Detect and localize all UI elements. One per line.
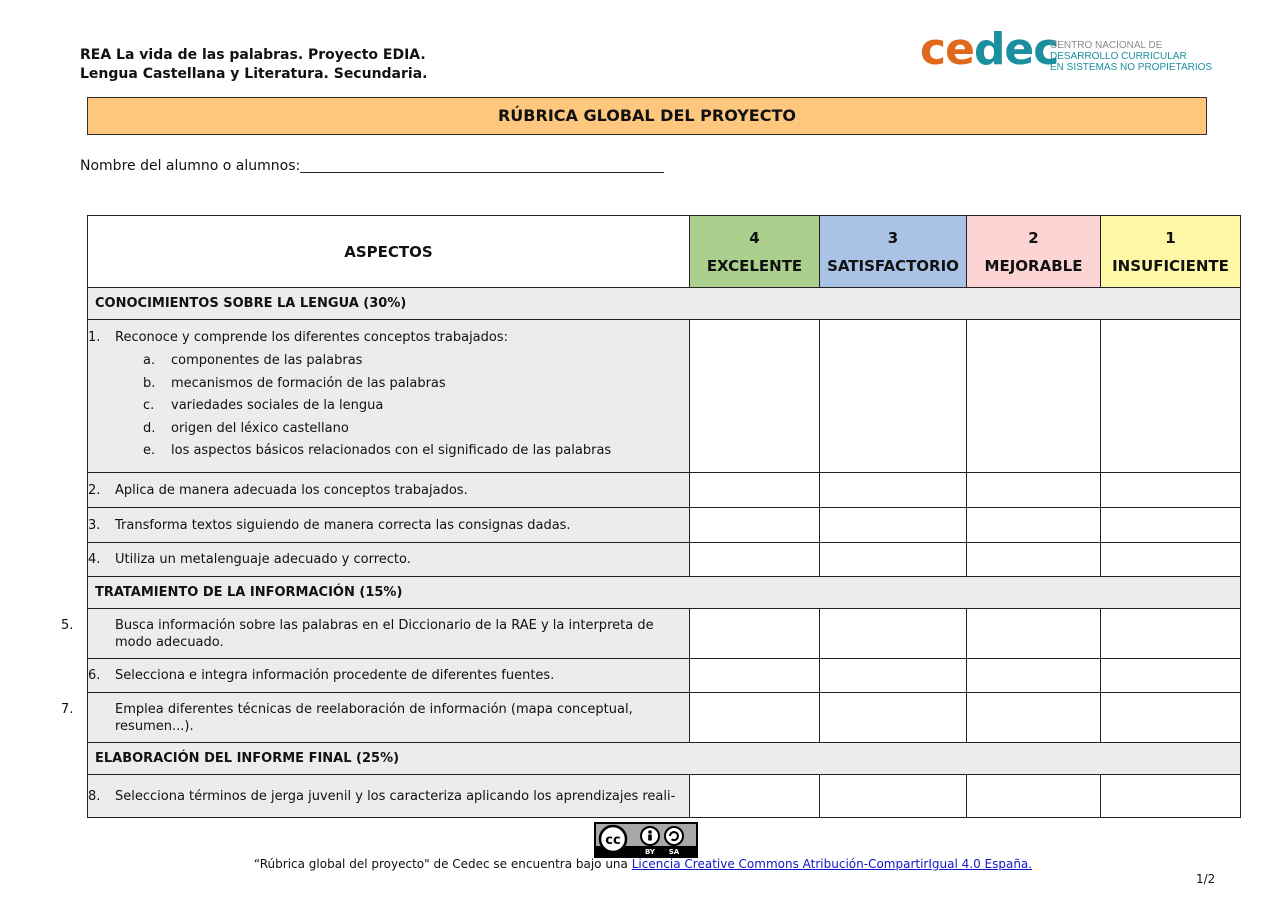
section-title: TRATAMIENTO DE LA INFORMACIÓN (15%) — [88, 577, 1241, 609]
criterion-text: Busca información sobre las palabras en el Diccionario de la RAE y la interpreta de modo adecuado. — [115, 617, 654, 650]
document-header — [80, 46, 427, 84]
criterion-2 — [88, 473, 690, 508]
header-line-1: REA La vida de las palabras. Proyecto EDIA. — [80, 47, 426, 63]
score-cell-3[interactable] — [820, 508, 967, 543]
score-cell-4[interactable] — [690, 320, 820, 473]
score-cell-4[interactable] — [690, 508, 820, 543]
score-cell-2[interactable] — [967, 693, 1101, 743]
svg-text:cc: cc — [605, 833, 621, 848]
score-cell-1[interactable] — [1101, 508, 1241, 543]
level-header-2 — [967, 216, 1101, 288]
score-cell-1[interactable] — [1101, 473, 1241, 508]
criterion-text: Aplica de manera adecuada los conceptos trabajados. — [115, 482, 468, 498]
criterion-5 — [61, 609, 690, 659]
score-cell-2[interactable] — [967, 508, 1101, 543]
license-text: “Rúbrica global del proyecto" de Cedec se encuentra bajo una — [253, 857, 632, 871]
score-cell-3[interactable] — [820, 473, 967, 508]
level-1-label: INSUFICIENTE — [1112, 256, 1229, 275]
score-cell-1[interactable] — [1101, 609, 1241, 659]
section-title: CONOCIMIENTOS SOBRE LA LENGUA (30%) — [88, 288, 1241, 320]
score-cell-2[interactable] — [967, 659, 1101, 693]
student-name-line[interactable] — [300, 158, 664, 173]
criterion-6 — [88, 659, 690, 693]
table-row — [88, 543, 1241, 577]
score-cell-3[interactable] — [820, 659, 967, 693]
table-row — [88, 320, 1241, 473]
table-row — [88, 609, 1241, 659]
page-title: RÚBRICA GLOBAL DEL PROYECTO — [87, 97, 1207, 135]
level-1-number: 1 — [1165, 228, 1176, 247]
list-item: e. los aspectos básicos relacionados con el significado de las palabras — [143, 443, 612, 459]
criterion-text: Emplea diferentes técnicas de reelaboración de información (mapa conceptual, resumen...). — [115, 701, 633, 734]
section-title: ELABORACIÓN DEL INFORME FINAL (25%) — [88, 743, 1241, 775]
criterion-number: 8. — [88, 788, 101, 804]
criterion-number: 2. — [88, 482, 101, 498]
cc-by-label: BY — [644, 848, 656, 856]
score-cell-4[interactable] — [690, 609, 820, 659]
level-4-number: 4 — [749, 228, 760, 247]
section-row — [88, 288, 1241, 320]
score-cell-4[interactable] — [690, 659, 820, 693]
level-4-label: EXCELENTE — [706, 256, 803, 275]
criterion-number: 7. — [61, 701, 74, 717]
criterion-8 — [88, 775, 690, 818]
level-header-4 — [690, 216, 820, 288]
criterion-text: Transforma textos siguiendo de manera correcta las consignas dadas. — [115, 517, 571, 533]
score-cell-2[interactable] — [967, 320, 1101, 473]
level-3-label: SATISFACTORIO — [827, 256, 959, 275]
list-item: c. variedades sociales de la lengua — [143, 398, 384, 414]
table-row — [88, 693, 1241, 743]
table-row — [88, 473, 1241, 508]
score-cell-4[interactable] — [690, 775, 820, 818]
score-cell-3[interactable] — [820, 775, 967, 818]
criterion-7 — [61, 693, 690, 743]
level-3-number: 3 — [887, 228, 899, 247]
section-row — [88, 743, 1241, 775]
list-item: d. origen del léxico castellano — [143, 420, 349, 436]
criterion-number: 6. — [88, 668, 101, 683]
score-cell-1[interactable] — [1101, 320, 1241, 473]
cc-sa-label: SA — [668, 848, 680, 856]
logo-word-ce: ce — [920, 24, 974, 75]
section-row — [88, 577, 1241, 609]
student-name-field[interactable] — [80, 158, 664, 174]
score-cell-1[interactable] — [1101, 693, 1241, 743]
cc-license-badge[interactable] — [594, 822, 698, 858]
criterion-1-sublist — [88, 350, 689, 463]
score-cell-4[interactable] — [690, 693, 820, 743]
score-cell-4[interactable] — [690, 543, 820, 577]
criterion-number: 1. — [88, 330, 101, 346]
table-row — [88, 508, 1241, 543]
score-cell-1[interactable] — [1101, 543, 1241, 577]
cc-by-sa-icon — [596, 824, 696, 856]
logo-word-dec: dec — [973, 24, 1059, 75]
score-cell-2[interactable] — [967, 775, 1101, 818]
criterion-text: Utiliza un metalenguaje adecuado y correcto. — [115, 552, 411, 567]
rubric-table — [61, 215, 1241, 818]
criterion-4 — [88, 543, 690, 577]
criterion-text: Selecciona términos de jerga juvenil y los caracteriza aplicando los aprendizajes reali- — [115, 788, 676, 804]
score-cell-3[interactable] — [820, 693, 967, 743]
logo-subtitle — [1050, 40, 1230, 73]
score-cell-1[interactable] — [1101, 775, 1241, 818]
score-cell-2[interactable] — [967, 609, 1101, 659]
page-number: 1/2 — [1196, 872, 1216, 886]
logo-sub-line-1: CENTRO NACIONAL DE — [1050, 40, 1163, 51]
logo-sub-line-2: DESARROLLO CURRICULAR — [1050, 51, 1187, 62]
header-line-2: Lengua Castellana y Literatura. Secundaria. — [80, 66, 428, 82]
criterion-text: Selecciona e integra información procedente de diferentes fuentes. — [115, 668, 555, 683]
list-item: b. mecanismos de formación de las palabras — [143, 375, 446, 391]
level-header-3 — [820, 216, 967, 288]
score-cell-4[interactable] — [690, 473, 820, 508]
table-row — [88, 775, 1241, 818]
student-name-label: Nombre del alumno o alumnos: — [80, 158, 301, 174]
criterion-3 — [88, 508, 690, 543]
table-row — [88, 659, 1241, 693]
score-cell-2[interactable] — [967, 473, 1101, 508]
aspects-header: ASPECTOS — [88, 216, 690, 288]
criterion-number: 5. — [61, 617, 74, 633]
score-cell-3[interactable] — [820, 543, 967, 577]
license-link[interactable]: Licencia Creative Commons Atribución-CompartirIgual 4.0 España. — [631, 857, 1033, 871]
level-header-1 — [1101, 216, 1241, 288]
list-item: a. componentes de las palabras — [143, 353, 363, 369]
criterion-1 — [88, 320, 690, 473]
criterion-text: Reconoce y comprende los diferentes conceptos trabajados: — [115, 330, 509, 346]
score-cell-3[interactable] — [820, 320, 967, 473]
level-2-label: MEJORABLE — [984, 256, 1083, 275]
score-cell-1[interactable] — [1101, 659, 1241, 693]
logo-sub-line-3: EN SISTEMAS NO PROPIETARIOS — [1050, 62, 1213, 73]
score-cell-3[interactable] — [820, 609, 967, 659]
criterion-number: 3. — [88, 517, 101, 533]
score-cell-2[interactable] — [967, 543, 1101, 577]
license-footer — [0, 857, 1286, 871]
criterion-number: 4. — [88, 552, 101, 567]
level-2-number: 2 — [1028, 228, 1039, 247]
logo-wordmark — [920, 26, 1058, 74]
